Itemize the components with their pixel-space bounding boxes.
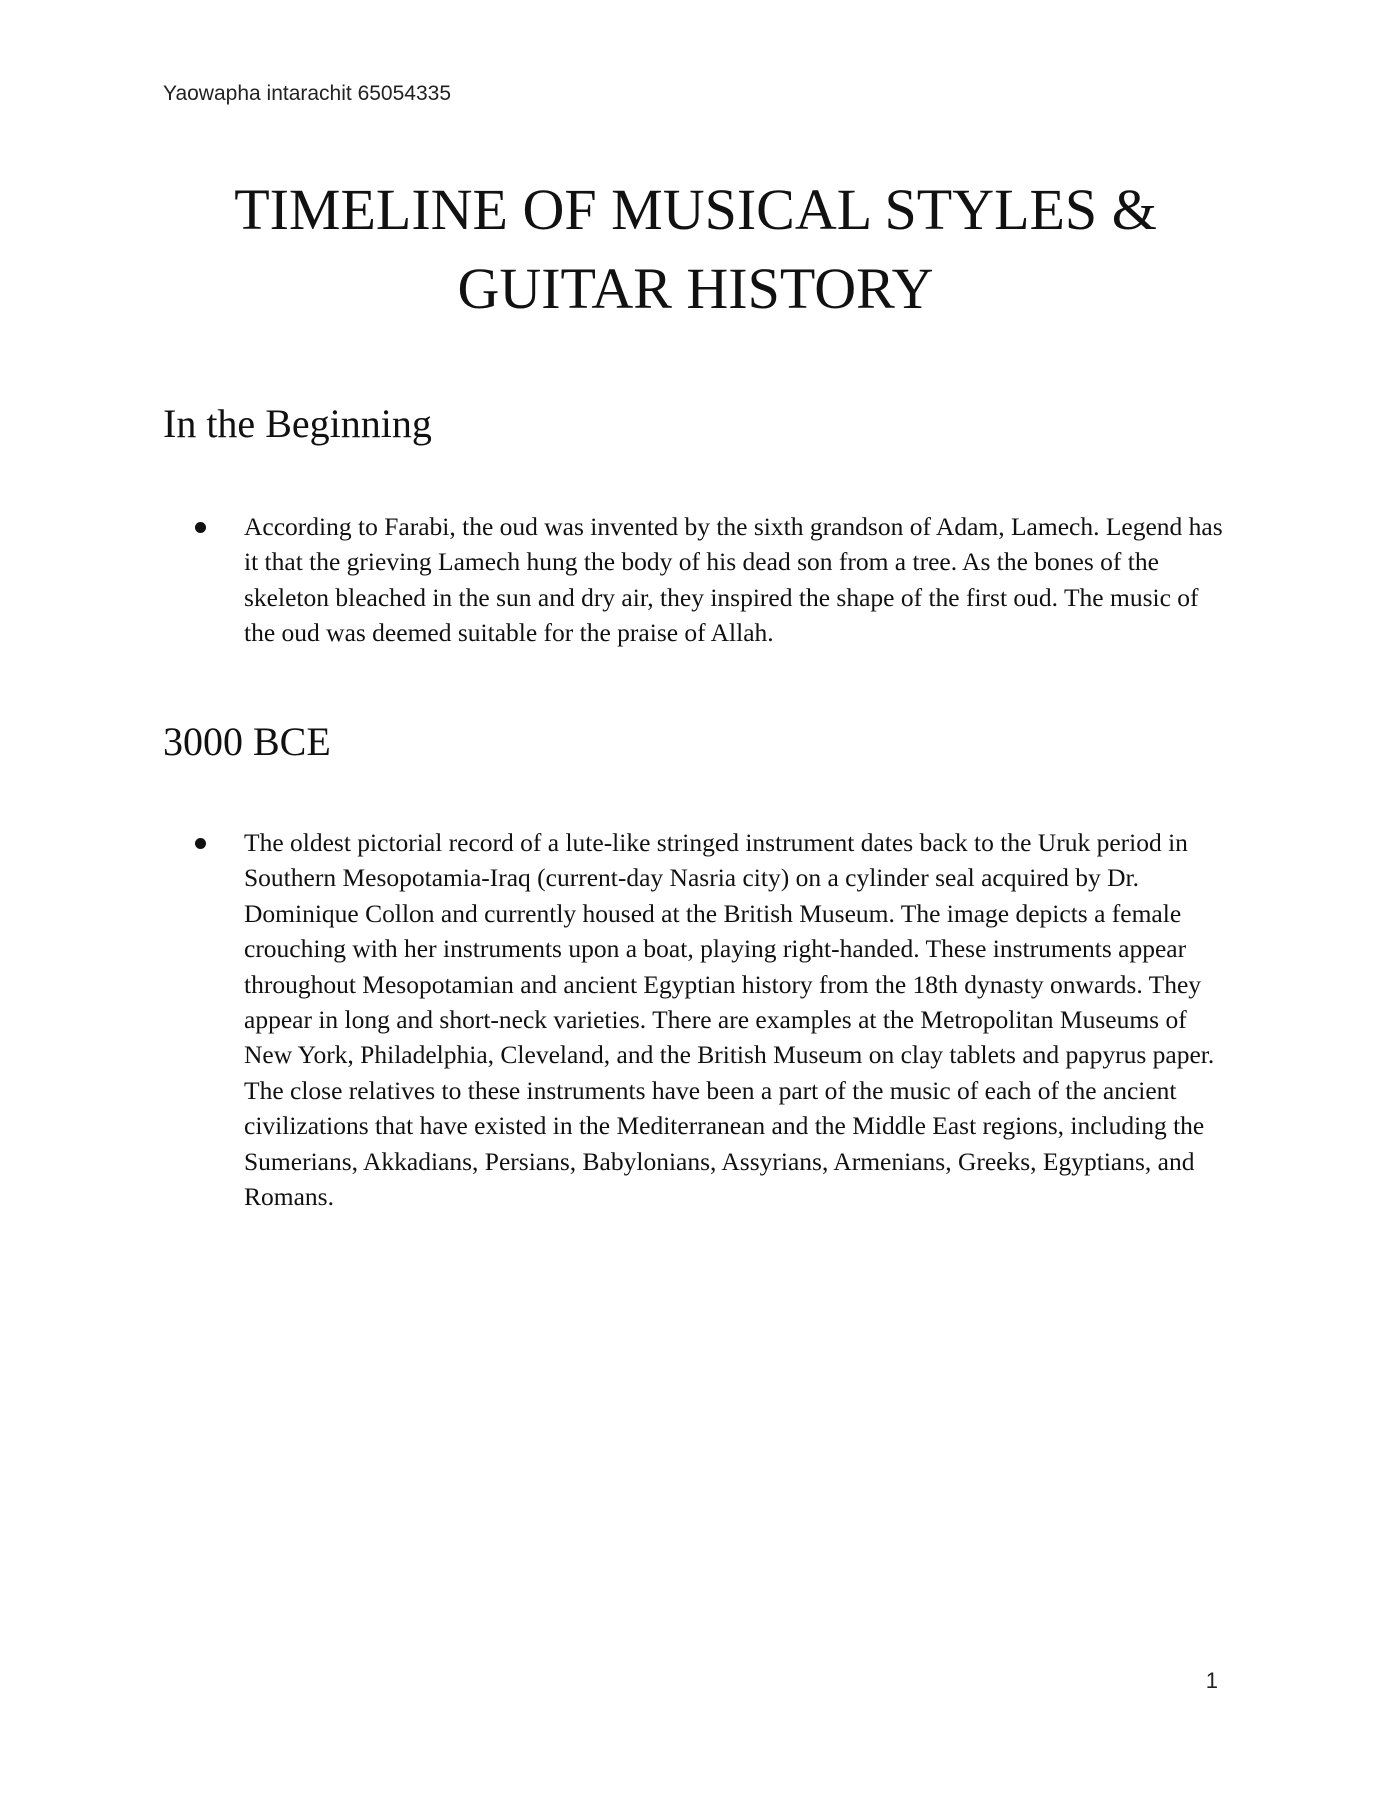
- page-number: 1: [1205, 1668, 1218, 1693]
- document-title-line-2: GUITAR HISTORY: [457, 256, 934, 321]
- section-heading-3000-bce: 3000 BCE: [163, 719, 331, 764]
- document-title: [140, 170, 1251, 328]
- document-title-line-1: TIMELINE OF MUSICAL STYLES &: [234, 177, 1157, 242]
- bullet-text: According to Farabi, the oud was invented by the sixth grandson of Adam, Lamech. Legend has it that the grieving Lamech hung the body of his dead son from a tree. As the bones of the skeleton bleached in the sun and dry air, they inspired the shape of the first oud. The music of the oud was deemed suitable for the praise of Allah.: [244, 512, 1223, 648]
- section-heading-in-the-beginning: In the Beginning: [163, 401, 432, 446]
- bullet-list-in-the-beginning: [163, 509, 1223, 651]
- page-header-author: Yaowapha intarachit 65054335: [163, 82, 452, 105]
- bullet-icon: [195, 522, 206, 533]
- list-item: [163, 509, 1223, 651]
- bullet-list-3000-bce: [163, 825, 1223, 1214]
- bullet-icon: [195, 838, 206, 849]
- bullet-text: The oldest pictorial record of a lute-like stringed instrument dates back to the Uruk period in Southern Mesopotamia-Iraq (current-day Nasria city) on a cylinder seal acquired by Dr. Dominique Collon and currently housed at the British Museum. The image depicts a female crouching with her instruments upon a boat, playing right-handed. These instruments appear throughout Mesopotamian and ancient Egyptian history from the 18th dynasty onwards. They appear in long and short-neck varieties. There are examples at the Metropolitan Museums of New York, Philadelphia, Cleveland, and the British Museum on clay tablets and papyrus paper. The close relatives to these instruments have been a part of the music of each of the ancient civilizations that have existed in the Mediterranean and the Middle East regions, including the Sumerians, Akkadians, Persians, Babylonians, Assyrians, Armenians, Greeks, Egyptians, and Romans.: [244, 828, 1215, 1212]
- list-item: [163, 825, 1223, 1214]
